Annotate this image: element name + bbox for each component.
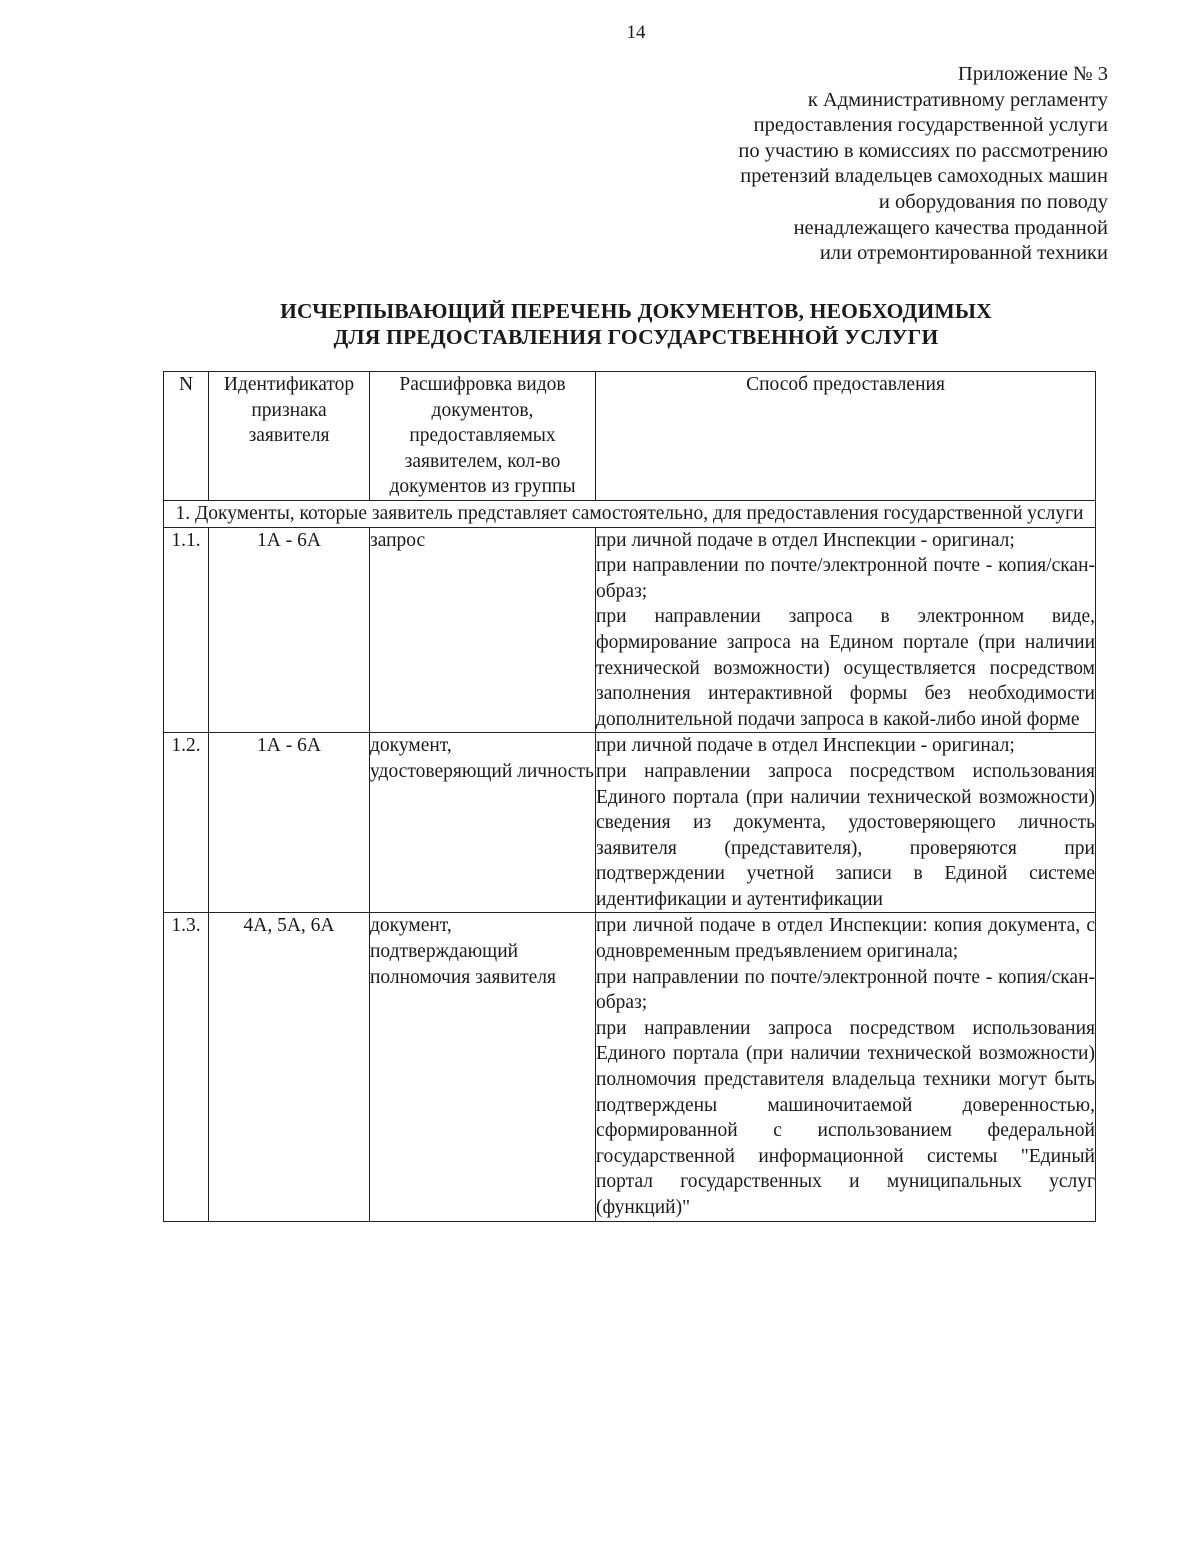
document-title-line: ИСЧЕРПЫВАЮЩИЙ ПЕРЕЧЕНЬ ДОКУМЕНТОВ, НЕОБХОДИМЫХ [280,299,992,323]
row-method [596,527,1096,733]
appendix-line: и оборудования по поводу [878,190,1108,213]
row-number: 1.3. [164,913,209,1221]
appendix-line: ненадлежащего качества проданной [793,216,1108,239]
row-identifier: 1А - 6А [209,527,370,733]
header-n: N [164,372,209,501]
row-method [596,733,1096,913]
method-paragraph: при направлении запроса посредством использования Единого портала (при наличии технической возможности) сведения из документа, удостоверяющего личность заявителя (представителя), проверяются при подтверждении учетной записи в Единой системе идентификации и аутентификации [596,760,1095,910]
documents-table [163,371,1096,1222]
row-method [596,913,1096,1221]
appendix-line: предоставления государственной услуги [753,114,1108,137]
row-number: 1.2. [164,733,209,913]
appendix-line: претензий владельцев самоходных машин [740,165,1108,188]
header-description: Расшифровка видов документов, предоставляемых заявителем, кол-во документов из группы [370,372,596,501]
row-identifier: 1А - 6А [209,733,370,913]
appendix-line: Приложение № 3 [957,63,1108,85]
section-row [164,500,1096,527]
method-paragraph: при направлении по почте/электронной почте - копия/скан-образ; [596,555,1095,602]
appendix-line: к Административному регламенту [807,88,1108,111]
row-description: документ, удостоверяющий личность [370,733,596,913]
method-paragraph: при личной подаче в отдел Инспекции: копия документа, с одновременным предъявлением оригинала; [596,915,1095,963]
table-row [164,733,1096,913]
method-paragraph: при личной подаче в отдел Инспекции - оригинал; [596,529,1015,551]
page-number: 14 [626,22,646,43]
row-description: документ, подтверждающий полномочия заявителя [370,913,596,1221]
row-number: 1.1. [164,527,209,733]
header-method: Способ предоставления [596,372,1096,501]
method-paragraph: при личной подаче в отдел Инспекции - оригинал; [596,735,1015,757]
method-paragraph: при направлении запроса посредством использования Единого портала (при наличии технической возможности) полномочия представителя владельца техники могут быть подтверждены машиночитаемой доверенностью, сформированной с использованием федеральной государственной информационной системы "Единый портал государственных и муниципальных услуг (функций)" [596,1017,1095,1218]
appendix-header [548,62,1108,267]
section-title: 1. Документы, которые заявитель представляет самостоятельно, для предоставления государственной услуги [164,500,1096,527]
header-identifier: Идентификатор признака заявителя [209,372,370,501]
method-paragraph: при направлении по почте/электронной почте - копия/скан-образ; [596,966,1095,1014]
method-paragraph: при направлении запроса в электронном виде, формирование запроса на Едином портале (при наличии технической возможности) осуществляется посредством заполнения интерактивной формы без необходимости дополнительной подачи запроса в какой-либо иной форме [596,606,1095,730]
document-title [0,298,1200,350]
row-identifier: 4А, 5А, 6А [209,913,370,1221]
appendix-line: или отремонтированной техники [819,242,1108,265]
table-header-row [164,372,1096,501]
table-row [164,913,1096,1221]
row-description: запрос [370,527,596,733]
document-title-line: ДЛЯ ПРЕДОСТАВЛЕНИЯ ГОСУДАРСТВЕННОЙ УСЛУГИ [333,325,939,349]
table-row [164,527,1096,733]
appendix-line: по участию в комиссиях по рассмотрению [738,139,1108,162]
